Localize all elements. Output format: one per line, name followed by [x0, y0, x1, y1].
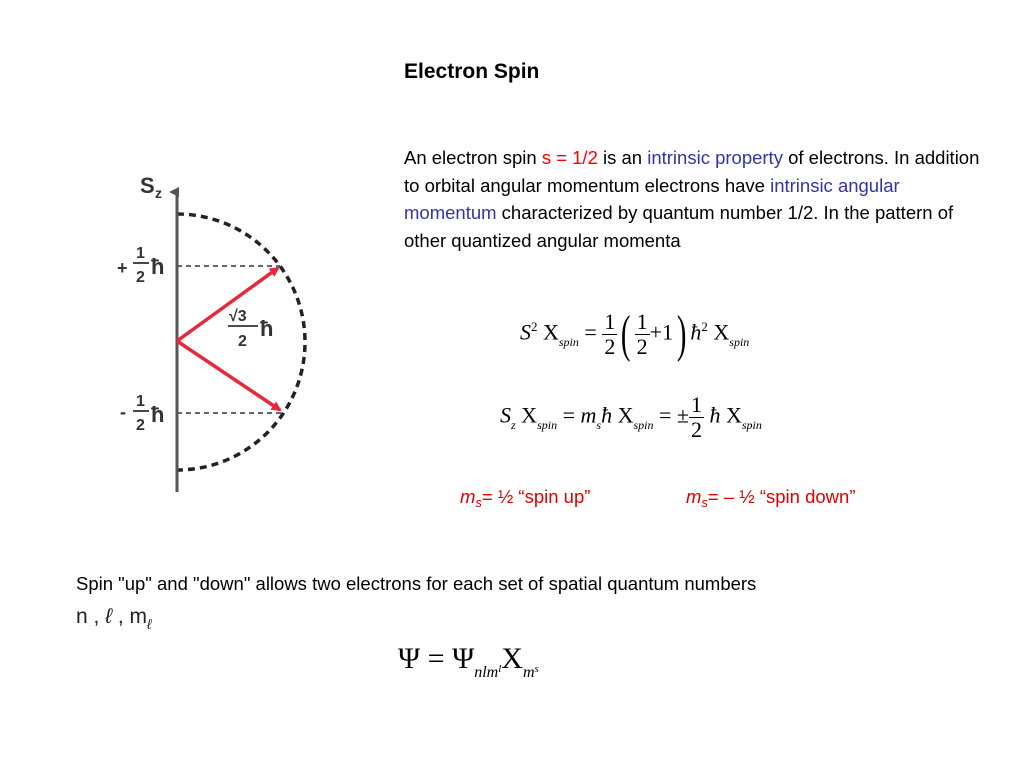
eq2-m: m	[580, 402, 597, 428]
spin-up-m: m	[460, 486, 476, 507]
spin-vector-diagram	[100, 160, 330, 505]
eq3-psi: Ψ	[398, 642, 421, 675]
axis-label-s: S	[140, 173, 155, 198]
eq3-chi: X	[501, 642, 523, 675]
sqrt3-hbar: ħ	[260, 316, 274, 341]
eq1-chi-right: X	[713, 319, 730, 345]
eq1-hbar-exponent: 2	[701, 318, 708, 334]
plus-half-den: 2	[136, 269, 145, 286]
spin-up-text: = ½ “spin up”	[481, 486, 591, 507]
eq1-hbar: ħ	[690, 319, 702, 345]
eq1-chi-sub: spin	[558, 334, 579, 349]
spin-up-m-sub: s	[475, 495, 482, 510]
slide-title: Electron Spin	[404, 60, 540, 83]
intrinsic-property-term: intrinsic property	[647, 147, 783, 168]
eq3-psi-sub: nlm	[474, 664, 499, 681]
eq1-s-exponent: 2	[531, 318, 538, 334]
intrinsic-angular-momentum-term: intrinsic angular momentum	[404, 174, 900, 223]
eq1-equals: =	[584, 319, 597, 345]
eq2-chi-right-sub: spin	[741, 417, 762, 432]
eq2-chi-right: X	[725, 402, 742, 428]
qn-m: m	[129, 605, 148, 628]
eq2-chi-mid: X	[617, 402, 634, 428]
eq3-chi-sub: m	[522, 664, 535, 681]
intro-text-1: An electron spin	[404, 147, 542, 168]
eq2-chi-mid-sub: spin	[633, 417, 654, 432]
spin-down-label	[686, 486, 856, 508]
eq1-fraction-half	[602, 310, 617, 359]
eq1-inner-den: 2	[636, 334, 648, 359]
qn-l: ℓ	[105, 605, 112, 628]
spin-down-m-sub: s	[701, 495, 708, 510]
eq1-s: S	[520, 319, 531, 345]
intro-text-7: characterized by quantum number 1/2. In the pattern of other quantized angular momenta	[404, 202, 954, 251]
axis-label-z: z	[155, 185, 162, 201]
eq1-chi: X	[543, 319, 559, 345]
eq2-m-sub: s	[596, 417, 602, 432]
eq2-frac-den: 2	[690, 417, 702, 442]
qn-n: n	[76, 605, 88, 628]
eq2-s-sub: z	[511, 417, 516, 432]
intro-text-5: of electrons. In addition to orbital angular momentum electrons have	[404, 147, 980, 196]
wavefunction-equation	[398, 642, 539, 681]
spatial-quantum-numbers	[76, 605, 152, 632]
eq2-fraction-half	[689, 393, 704, 442]
qn-m-sub: ℓ	[147, 616, 152, 632]
minus-sign: -	[120, 402, 126, 422]
eq1-right-paren: )	[676, 306, 687, 363]
eq2-chi-sub: spin	[537, 417, 558, 432]
qn-sep-2: ,	[112, 605, 130, 628]
spin-down-vector	[177, 341, 280, 410]
eq3-psi-sub-l: l	[498, 663, 502, 675]
minus-half-den: 2	[136, 417, 145, 434]
plus-sign: +	[117, 258, 128, 278]
eq2-hbar: ħ	[601, 402, 613, 428]
spin-z-equation	[500, 393, 762, 442]
minus-half-num: 1	[136, 393, 145, 410]
sqrt3-den: 2	[238, 333, 247, 350]
eq3-equals: =	[427, 642, 445, 675]
eq1-frac-num: 1	[604, 309, 616, 334]
spin-up-label	[460, 486, 590, 508]
spin-value: s = 1/2	[541, 147, 598, 168]
eq2-equals-2: =	[658, 402, 672, 428]
eq1-chi-right-sub: spin	[729, 334, 750, 349]
eq2-s: S	[500, 402, 511, 428]
plus-half-num: 1	[136, 245, 145, 262]
eq2-equals: =	[562, 402, 575, 428]
eq1-frac-den: 2	[604, 334, 616, 359]
intro-text-3: is an	[597, 147, 648, 168]
sqrt3-label: √3	[229, 308, 247, 325]
eq1-plus-one: +1	[649, 319, 674, 345]
spin-squared-equation	[520, 305, 749, 364]
eq2-hbar-2: ħ	[709, 402, 721, 428]
eq3-chi-sub-s: s	[534, 663, 539, 675]
eq3-psi-right: Ψ	[452, 642, 475, 675]
spin-down-m: m	[686, 486, 702, 507]
spin-down-text: = – ½ “spin down”	[707, 486, 856, 507]
intro-paragraph	[404, 144, 984, 254]
minus-hbar: ħ	[151, 402, 165, 427]
qn-sep-1: ,	[87, 605, 106, 628]
eq1-left-paren: (	[621, 306, 631, 363]
plus-hbar: ħ	[151, 254, 165, 279]
eq1-fraction-half-inner	[635, 310, 650, 359]
eq2-chi: X	[521, 402, 538, 428]
eq2-plus-minus: ±	[676, 402, 689, 428]
eq2-frac-num: 1	[690, 392, 702, 417]
eq1-inner-num: 1	[636, 309, 648, 334]
spin-allows-text: Spin "up" and "down" allows two electrons for each set of spatial quantum numbers	[76, 573, 757, 594]
